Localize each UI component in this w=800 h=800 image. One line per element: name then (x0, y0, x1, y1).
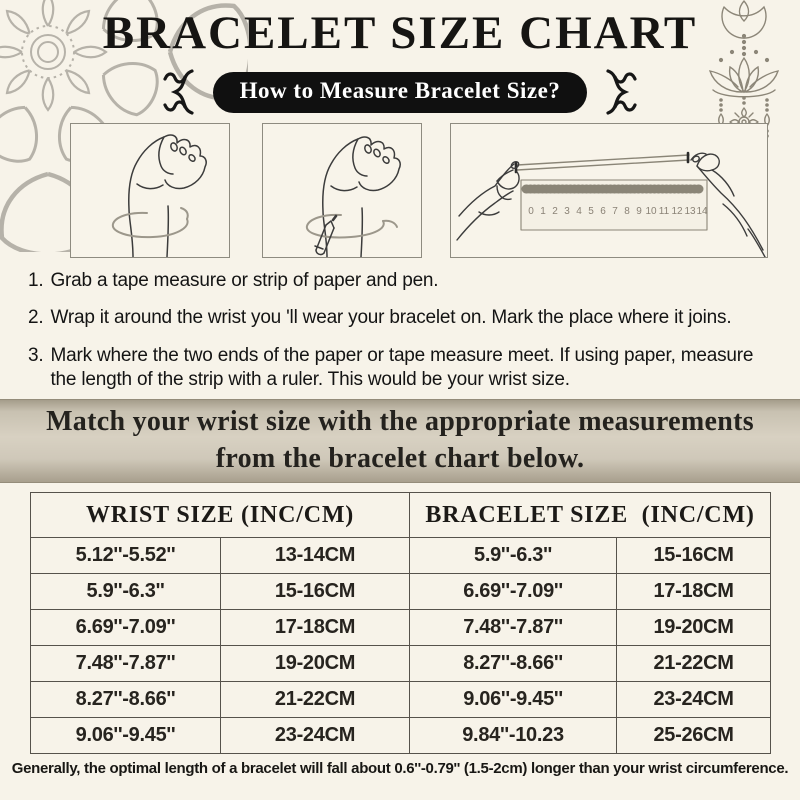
svg-text:7: 7 (612, 206, 618, 217)
step-1-number: 1. (28, 270, 44, 291)
footer-note: Generally, the optimal length of a bracelet will fall about 0.6''-0.79'' (1.5-2cm) longer than your wrist circumference. (11, 760, 789, 777)
cell-bracelet-in: 9.06''-9.45'' (410, 682, 617, 718)
cell-wrist-cm: 23-24CM (221, 718, 410, 754)
cell-bracelet-cm: 17-18CM (617, 574, 771, 610)
svg-text:4: 4 (576, 206, 582, 217)
banner-line-2: from the bracelet chart below. (215, 443, 585, 474)
cell-wrist-in: 5.12''-5.52'' (31, 538, 221, 574)
hands-ruler-strip-icon (451, 124, 767, 257)
left-hand (457, 160, 520, 240)
svg-text:12: 12 (671, 206, 683, 217)
table-row (31, 610, 771, 646)
match-size-banner (0, 399, 800, 483)
step-2 (28, 306, 778, 330)
svg-text:13: 13 (684, 206, 696, 217)
cell-bracelet-cm: 25-26CM (617, 718, 771, 754)
table-row (31, 538, 771, 574)
size-table (30, 492, 771, 754)
cell-bracelet-in: 5.9''-6.3'' (410, 538, 617, 574)
cell-wrist-cm: 13-14CM (221, 538, 410, 574)
cell-wrist-in: 8.27''-8.66'' (31, 682, 221, 718)
cell-wrist-in: 7.48''-7.87'' (31, 646, 221, 682)
table-row (31, 682, 771, 718)
svg-text:6: 6 (600, 206, 606, 217)
flourish-left-icon (162, 68, 200, 116)
svg-text:10: 10 (645, 206, 657, 217)
badge-row (0, 68, 800, 116)
cell-bracelet-cm: 23-24CM (617, 682, 771, 718)
measure-steps (28, 269, 778, 405)
cell-bracelet-in: 8.27''-8.66'' (410, 646, 617, 682)
paper-strip (516, 153, 689, 172)
step-2-text: Wrap it around the wrist you 'll wear your bracelet on. Mark the place where it joins. (50, 307, 732, 329)
step-1-text: Grab a tape measure or strip of paper and pen. (50, 270, 439, 291)
cell-bracelet-cm: 19-20CM (617, 610, 771, 646)
wrist-size-header: WRIST SIZE (INC/CM) (31, 493, 410, 538)
cell-bracelet-in: 7.48''-7.87'' (410, 610, 617, 646)
svg-text:1: 1 (540, 206, 546, 217)
cell-bracelet-in: 9.84''-10.23 (410, 718, 617, 754)
hand-with-tape-icon (71, 124, 229, 257)
page-title: BRACELET SIZE CHART (102, 7, 698, 59)
bracelet-size-header: BRACELET SIZE (INC/CM) (410, 493, 771, 538)
cell-wrist-in: 5.9''-6.3'' (31, 574, 221, 610)
step-2-number: 2. (28, 307, 44, 329)
cell-bracelet-in: 6.69''-7.09'' (410, 574, 617, 610)
cell-wrist-cm: 15-16CM (221, 574, 410, 610)
svg-text:0: 0 (528, 206, 534, 217)
svg-text:11: 11 (658, 206, 670, 217)
step-1 (28, 269, 778, 293)
cell-bracelet-cm: 15-16CM (617, 538, 771, 574)
flourish-right-icon (600, 68, 638, 116)
svg-text:2: 2 (552, 206, 558, 217)
how-to-measure-badge: How to Measure Bracelet Size? (213, 72, 588, 113)
cell-bracelet-cm: 21-22CM (617, 646, 771, 682)
banner-line-1: Match your wrist size with the appropriate measurements (46, 406, 754, 438)
step-3-number: 3. (28, 344, 44, 366)
illustration-mark-pen (262, 123, 422, 258)
illustration-wrap-tape (70, 123, 230, 258)
svg-text:8: 8 (624, 206, 630, 217)
step-3-text: Mark where the two ends of the paper or tape measure meet. If using paper, measure the length of the strip with a ruler. This would be your wrist size. (50, 344, 754, 390)
table-header-row (31, 493, 771, 538)
cell-wrist-cm: 17-18CM (221, 610, 410, 646)
table-row (31, 646, 771, 682)
hand-with-pen-mark-icon (263, 124, 421, 257)
ruler (521, 180, 707, 230)
table-row (31, 718, 771, 754)
svg-text:5: 5 (588, 206, 594, 217)
cell-wrist-cm: 21-22CM (221, 682, 410, 718)
cell-wrist-in: 9.06''-9.45'' (31, 718, 221, 754)
svg-text:3: 3 (564, 206, 570, 217)
illustration-measure-ruler (450, 123, 768, 258)
table-row (31, 574, 771, 610)
step-3 (28, 344, 778, 393)
svg-text:14: 14 (696, 206, 708, 217)
cell-wrist-cm: 19-20CM (221, 646, 410, 682)
cell-wrist-in: 6.69''-7.09'' (31, 610, 221, 646)
svg-text:9: 9 (636, 206, 642, 217)
